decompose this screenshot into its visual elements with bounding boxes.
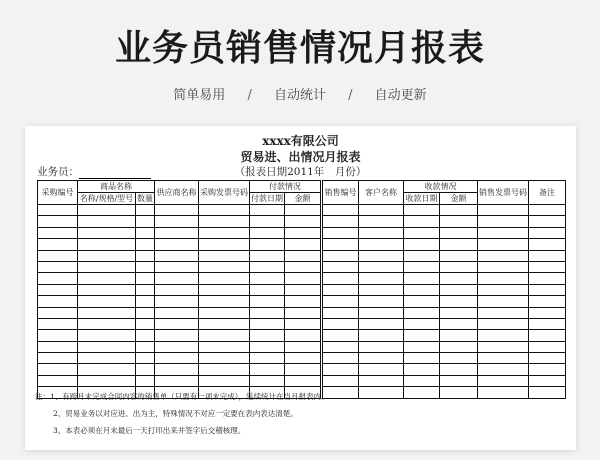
table-cell[interactable] <box>38 284 78 295</box>
table-cell[interactable] <box>359 341 404 352</box>
table-cell[interactable] <box>155 353 199 364</box>
purchase-rows <box>38 205 321 399</box>
table-cell[interactable] <box>136 216 155 227</box>
table-cell[interactable] <box>250 341 285 352</box>
table-cell[interactable] <box>404 330 440 341</box>
table-cell[interactable] <box>199 284 250 295</box>
col-payment: 付款情况 <box>250 181 321 193</box>
table-cell[interactable] <box>78 250 136 261</box>
table-cell[interactable] <box>136 307 155 318</box>
table-cell[interactable] <box>404 205 440 216</box>
table-cell[interactable] <box>78 353 136 364</box>
table-cell[interactable] <box>285 296 321 307</box>
table-cell[interactable] <box>38 341 78 352</box>
table-cell[interactable] <box>359 284 404 295</box>
table-cell[interactable] <box>136 296 155 307</box>
col-receipt: 收款情况 <box>404 181 478 193</box>
table-cell[interactable] <box>199 227 250 238</box>
table-cell[interactable] <box>359 330 404 341</box>
table-cell[interactable] <box>199 364 250 375</box>
col-purchase-no: 采购编号 <box>38 181 78 205</box>
table-cell[interactable] <box>359 261 404 272</box>
table-cell[interactable] <box>440 318 478 329</box>
table-row <box>38 307 321 318</box>
note-3: 3、本表必须在月末最后一天打印出来并签字后交稽核理。 <box>53 426 246 435</box>
sales-rows <box>323 205 566 399</box>
table-cell[interactable] <box>285 205 321 216</box>
table-row <box>38 239 321 250</box>
table-cell[interactable] <box>155 250 199 261</box>
table-row <box>38 284 321 295</box>
col-recv-amount: 金额 <box>440 193 478 205</box>
table-cell[interactable] <box>440 375 478 386</box>
table-cell[interactable] <box>78 330 136 341</box>
table-cell[interactable] <box>285 318 321 329</box>
table-row <box>38 341 321 352</box>
table-cell[interactable] <box>136 375 155 386</box>
note-1: 注：1、有跨月未完成合同内容的销售单（只要有一项未完成），延续统计在当月报表内。 <box>35 392 329 401</box>
col-customer: 客户名称 <box>359 181 404 205</box>
report-title: 贸易进、出情况月报表 <box>240 150 361 164</box>
table-cell[interactable] <box>250 318 285 329</box>
table-row <box>323 353 566 364</box>
table-cell[interactable] <box>359 387 404 398</box>
table-cell[interactable] <box>440 307 478 318</box>
col-remark: 备注 <box>529 181 566 205</box>
table-cell[interactable] <box>478 205 529 216</box>
table-cell[interactable] <box>199 330 250 341</box>
table-row <box>323 341 566 352</box>
table-cell[interactable] <box>199 318 250 329</box>
table-cell[interactable] <box>78 341 136 352</box>
table-cell[interactable] <box>199 353 250 364</box>
salesman-blank <box>79 168 151 179</box>
table-cell[interactable] <box>199 375 250 386</box>
table-cell[interactable] <box>38 216 78 227</box>
col-sales-invoice: 销售发票号码 <box>478 181 529 205</box>
table-cell[interactable] <box>478 250 529 261</box>
table-cell[interactable] <box>359 307 404 318</box>
table-cell[interactable] <box>529 296 566 307</box>
table-cell[interactable] <box>404 250 440 261</box>
table-cell[interactable] <box>38 273 78 284</box>
table-row <box>38 250 321 261</box>
table-cell[interactable] <box>38 261 78 272</box>
table-row <box>38 353 321 364</box>
table-cell[interactable] <box>323 227 359 238</box>
table-cell[interactable] <box>136 273 155 284</box>
table-cell[interactable] <box>78 375 136 386</box>
table-row <box>323 227 566 238</box>
table-cell[interactable] <box>440 261 478 272</box>
table-cell[interactable] <box>404 284 440 295</box>
table-cell[interactable] <box>440 341 478 352</box>
table-cell[interactable] <box>136 353 155 364</box>
table-row <box>323 307 566 318</box>
table-cell[interactable] <box>440 330 478 341</box>
table-row <box>323 250 566 261</box>
table-row <box>323 387 566 398</box>
table-cell[interactable] <box>323 375 359 386</box>
table-cell[interactable] <box>323 353 359 364</box>
col-goods-spec: 名称/规格/型号 <box>78 193 136 205</box>
col-sales-no: 销售编号 <box>323 181 359 205</box>
table-cell[interactable] <box>529 307 566 318</box>
table-cell[interactable] <box>529 341 566 352</box>
table-cell[interactable] <box>136 284 155 295</box>
table-cell[interactable] <box>155 273 199 284</box>
table-cell[interactable] <box>529 261 566 272</box>
table-cell[interactable] <box>38 318 78 329</box>
table-cell[interactable] <box>78 318 136 329</box>
table-cell[interactable] <box>199 296 250 307</box>
table-cell[interactable] <box>250 307 285 318</box>
table-cell[interactable] <box>478 353 529 364</box>
table-cell[interactable] <box>404 387 440 398</box>
table-cell[interactable] <box>359 216 404 227</box>
table-cell[interactable] <box>323 205 359 216</box>
table-cell[interactable] <box>404 273 440 284</box>
table-cell[interactable] <box>78 296 136 307</box>
table-cell[interactable] <box>404 341 440 352</box>
table-row <box>38 216 321 227</box>
table-cell[interactable] <box>199 205 250 216</box>
table-cell[interactable] <box>250 284 285 295</box>
table-cell[interactable] <box>38 375 78 386</box>
table-cell[interactable] <box>529 239 566 250</box>
table-cell[interactable] <box>478 364 529 375</box>
table-row <box>323 239 566 250</box>
table-cell[interactable] <box>359 205 404 216</box>
table-cell[interactable] <box>404 261 440 272</box>
table-cell[interactable] <box>529 353 566 364</box>
table-cell[interactable] <box>155 318 199 329</box>
table-row <box>38 227 321 238</box>
table-cell[interactable] <box>529 318 566 329</box>
table-cell[interactable] <box>136 250 155 261</box>
table-cell[interactable] <box>155 227 199 238</box>
table-cell[interactable] <box>250 375 285 386</box>
table-cell[interactable] <box>478 296 529 307</box>
table-cell[interactable] <box>478 261 529 272</box>
table-cell[interactable] <box>529 387 566 398</box>
table-cell[interactable] <box>285 341 321 352</box>
table-cell[interactable] <box>155 375 199 386</box>
table-cell[interactable] <box>323 216 359 227</box>
report-period: （报表日期2011年 月份） <box>234 166 367 178</box>
table-cell[interactable] <box>404 296 440 307</box>
table-cell[interactable] <box>199 216 250 227</box>
table-cell[interactable] <box>136 239 155 250</box>
tag-separator: / <box>247 88 252 103</box>
table-cell[interactable] <box>323 341 359 352</box>
table-cell[interactable] <box>440 296 478 307</box>
table-cell[interactable] <box>250 239 285 250</box>
col-pay-amount: 金额 <box>285 193 321 205</box>
table-cell[interactable] <box>323 239 359 250</box>
table-row <box>38 273 321 284</box>
feature-tags <box>0 84 600 103</box>
table-cell[interactable] <box>136 364 155 375</box>
table-cell[interactable] <box>478 284 529 295</box>
table-row <box>323 318 566 329</box>
table-cell[interactable] <box>440 227 478 238</box>
table-cell[interactable] <box>440 250 478 261</box>
table-cell[interactable] <box>323 284 359 295</box>
table-cell[interactable] <box>250 296 285 307</box>
table-cell[interactable] <box>136 341 155 352</box>
table-cell[interactable] <box>155 341 199 352</box>
table-cell[interactable] <box>78 205 136 216</box>
table-cell[interactable] <box>78 261 136 272</box>
table-cell[interactable] <box>323 273 359 284</box>
col-supplier: 供应商名称 <box>155 181 199 205</box>
table-cell[interactable] <box>404 318 440 329</box>
table-cell[interactable] <box>155 284 199 295</box>
table-cell[interactable] <box>440 364 478 375</box>
table-cell[interactable] <box>78 273 136 284</box>
table-cell[interactable] <box>440 239 478 250</box>
table-cell[interactable] <box>359 239 404 250</box>
table-cell[interactable] <box>529 364 566 375</box>
table-cell[interactable] <box>323 307 359 318</box>
table-cell[interactable] <box>285 375 321 386</box>
table-row <box>323 261 566 272</box>
table-cell[interactable] <box>38 227 78 238</box>
table-cell[interactable] <box>78 227 136 238</box>
table-row <box>38 296 321 307</box>
purchase-table <box>37 180 321 399</box>
table-cell[interactable] <box>38 353 78 364</box>
table-cell[interactable] <box>199 239 250 250</box>
col-purchase-invoice: 采购发票号码 <box>199 181 250 205</box>
table-cell[interactable] <box>155 296 199 307</box>
table-cell[interactable] <box>155 216 199 227</box>
table-cell[interactable] <box>136 227 155 238</box>
page-title: 业务员销售情况月报表 <box>114 28 485 69</box>
table-cell[interactable] <box>478 216 529 227</box>
table-cell[interactable] <box>250 273 285 284</box>
table-cell[interactable] <box>155 205 199 216</box>
tag-auto-stat: 自动统计 <box>273 88 326 103</box>
table-cell[interactable] <box>478 318 529 329</box>
table-cell[interactable] <box>285 273 321 284</box>
tag-separator: / <box>348 88 353 103</box>
table-cell[interactable] <box>529 216 566 227</box>
table-cell[interactable] <box>285 239 321 250</box>
table-cell[interactable] <box>529 330 566 341</box>
table-cell[interactable] <box>359 227 404 238</box>
tag-easy: 简单易用 <box>173 88 226 103</box>
table-row <box>323 330 566 341</box>
table-cell[interactable] <box>199 307 250 318</box>
table-cell[interactable] <box>78 307 136 318</box>
table-cell[interactable] <box>478 227 529 238</box>
table-cell[interactable] <box>78 216 136 227</box>
table-cell[interactable] <box>136 318 155 329</box>
table-cell[interactable] <box>440 284 478 295</box>
table-cell[interactable] <box>529 205 566 216</box>
table-cell[interactable] <box>155 239 199 250</box>
table-row <box>323 284 566 295</box>
table-cell[interactable] <box>529 227 566 238</box>
table-row <box>38 364 321 375</box>
col-pay-date: 付款日期 <box>251 193 283 203</box>
table-row <box>323 205 566 216</box>
table-cell[interactable] <box>285 284 321 295</box>
table-row <box>38 375 321 386</box>
table-cell[interactable] <box>250 353 285 364</box>
col-quantity: 数量 <box>137 193 153 203</box>
table-cell[interactable] <box>440 205 478 216</box>
table-cell[interactable] <box>155 307 199 318</box>
table-cell[interactable] <box>440 387 478 398</box>
table-cell[interactable] <box>529 375 566 386</box>
table-cell[interactable] <box>323 261 359 272</box>
table-cell[interactable] <box>78 284 136 295</box>
report-sheet <box>25 126 576 450</box>
tag-auto-update: 自动更新 <box>374 88 427 103</box>
table-cell[interactable] <box>38 330 78 341</box>
company-name: xxxx有限公司 <box>262 134 339 148</box>
table-cell[interactable] <box>404 307 440 318</box>
table-cell[interactable] <box>285 364 321 375</box>
table-cell[interactable] <box>38 307 78 318</box>
table-cell[interactable] <box>359 273 404 284</box>
table-cell[interactable] <box>359 296 404 307</box>
table-cell[interactable] <box>404 216 440 227</box>
table-cell[interactable] <box>404 239 440 250</box>
table-cell[interactable] <box>38 296 78 307</box>
table-cell[interactable] <box>478 341 529 352</box>
table-cell[interactable] <box>199 261 250 272</box>
sales-table <box>322 180 566 399</box>
table-cell[interactable] <box>404 227 440 238</box>
table-row <box>38 330 321 341</box>
table-cell[interactable] <box>323 330 359 341</box>
table-cell[interactable] <box>440 353 478 364</box>
table-cell[interactable] <box>404 375 440 386</box>
table-cell[interactable] <box>38 250 78 261</box>
table-cell[interactable] <box>285 250 321 261</box>
col-goods-name: 商品名称 <box>78 181 155 193</box>
table-cell[interactable] <box>285 353 321 364</box>
col-recv-date: 收款日期 <box>405 193 438 203</box>
table-cell[interactable] <box>155 330 199 341</box>
table-cell[interactable] <box>285 307 321 318</box>
table-row <box>323 364 566 375</box>
table-cell[interactable] <box>478 387 529 398</box>
table-cell[interactable] <box>250 205 285 216</box>
table-row <box>38 318 321 329</box>
table-cell[interactable] <box>359 250 404 261</box>
table-cell[interactable] <box>478 375 529 386</box>
table-cell[interactable] <box>78 239 136 250</box>
table-cell[interactable] <box>359 375 404 386</box>
table-row <box>38 261 321 272</box>
table-cell[interactable] <box>285 216 321 227</box>
table-cell[interactable] <box>529 273 566 284</box>
note-2: 2、贸易业务以对应进、出为主，特殊情况不对应一定要在表内表达清楚。 <box>53 409 298 418</box>
table-cell[interactable] <box>404 353 440 364</box>
table-cell[interactable] <box>250 261 285 272</box>
table-cell[interactable] <box>155 364 199 375</box>
table-cell[interactable] <box>250 227 285 238</box>
report-notes <box>35 388 329 439</box>
table-cell[interactable] <box>285 330 321 341</box>
table-cell[interactable] <box>250 216 285 227</box>
table-cell[interactable] <box>250 250 285 261</box>
table-cell[interactable] <box>250 330 285 341</box>
table-cell[interactable] <box>323 318 359 329</box>
table-row <box>323 273 566 284</box>
table-row <box>38 205 321 216</box>
table-cell[interactable] <box>404 364 440 375</box>
table-cell[interactable] <box>155 261 199 272</box>
table-cell[interactable] <box>529 250 566 261</box>
table-row <box>323 216 566 227</box>
table-cell[interactable] <box>323 364 359 375</box>
table-cell[interactable] <box>136 261 155 272</box>
table-cell[interactable] <box>478 273 529 284</box>
table-cell[interactable] <box>285 227 321 238</box>
salesman-label: 业务员： <box>37 166 79 178</box>
table-cell[interactable] <box>529 284 566 295</box>
table-row <box>323 296 566 307</box>
table-row <box>323 375 566 386</box>
table-cell[interactable] <box>359 353 404 364</box>
table-cell[interactable] <box>136 330 155 341</box>
table-cell[interactable] <box>323 250 359 261</box>
salesman-field <box>37 164 151 179</box>
table-cell[interactable] <box>199 273 250 284</box>
table-cell[interactable] <box>78 364 136 375</box>
table-cell[interactable] <box>199 341 250 352</box>
table-cell[interactable] <box>478 307 529 318</box>
table-cell[interactable] <box>359 364 404 375</box>
table-cell[interactable] <box>323 296 359 307</box>
table-cell[interactable] <box>38 364 78 375</box>
table-cell[interactable] <box>440 216 478 227</box>
table-cell[interactable] <box>440 273 478 284</box>
table-cell[interactable] <box>38 239 78 250</box>
table-cell[interactable] <box>478 330 529 341</box>
table-cell[interactable] <box>199 250 250 261</box>
table-cell[interactable] <box>38 205 78 216</box>
table-cell[interactable] <box>250 364 285 375</box>
table-cell[interactable] <box>285 261 321 272</box>
table-cell[interactable] <box>136 205 155 216</box>
table-cell[interactable] <box>359 318 404 329</box>
table-cell[interactable] <box>478 239 529 250</box>
